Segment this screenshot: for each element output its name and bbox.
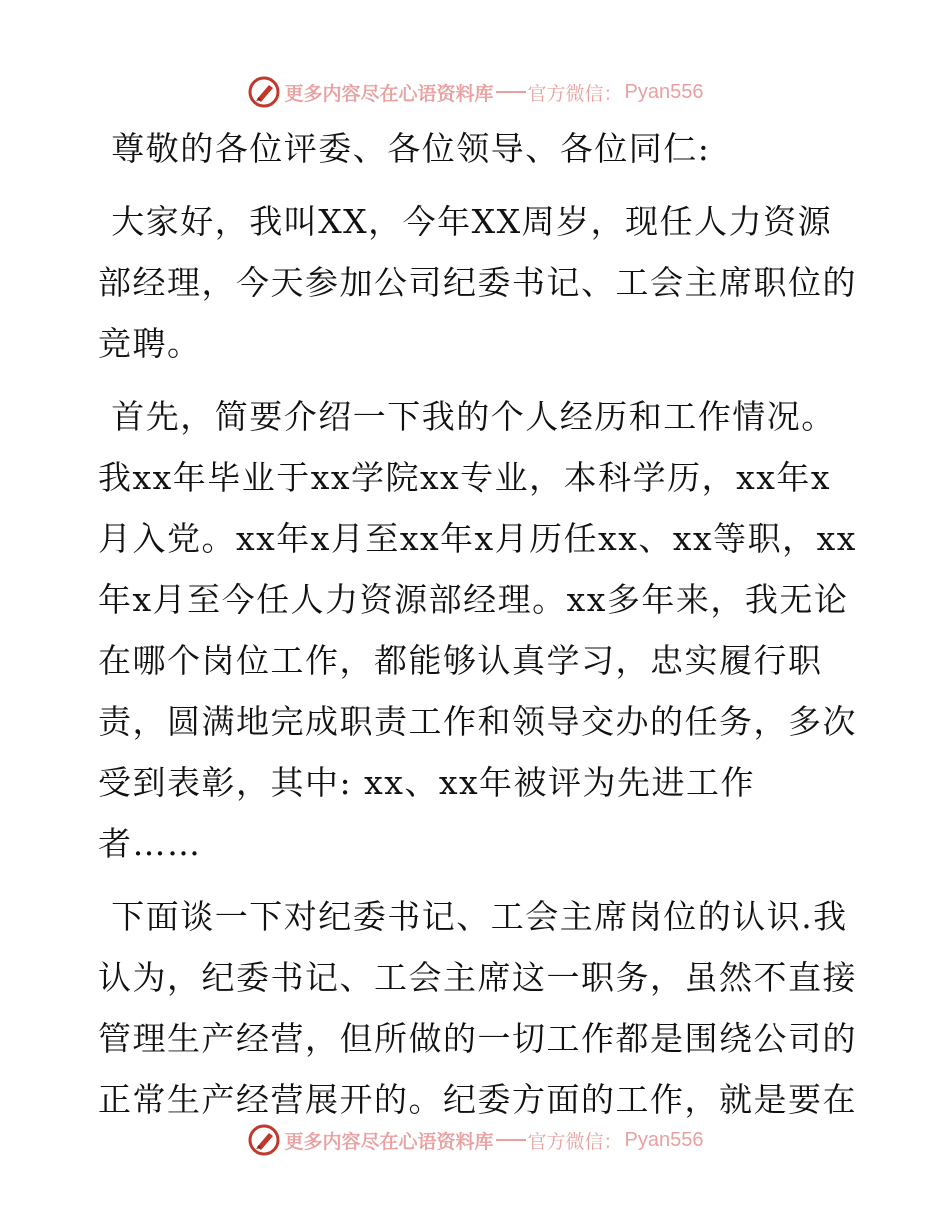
banner-wechat-id: Pyan556 <box>624 1128 704 1151</box>
banner-dash <box>496 91 526 93</box>
header-banner <box>0 72 950 112</box>
paragraph-intro: 大家好，我叫XX，今年XX周岁，现任人力资源部经理，今天参加公司纪委书记、工会主席职位的竞聘。 <box>98 202 857 363</box>
paragraph-understanding: 下面谈一下对纪委书记、工会主席岗位的认识.我认为，纪委书记、工会主席这一职务，虽然不直接管理生产经营，但所做的一切工作都是围绕公司的正常生产经营展开的。纪委方面的工作，就是要在 <box>98 897 857 1119</box>
banner-dash <box>496 1139 526 1141</box>
pen-logo-icon <box>247 75 281 109</box>
banner-wechat-label: 官方微信： <box>527 82 623 105</box>
pen-logo-icon <box>247 1123 281 1157</box>
banner-wechat-id: Pyan556 <box>624 80 704 103</box>
footer-banner <box>0 1120 950 1160</box>
document-body <box>98 118 858 1142</box>
banner-wechat-label: 官方微信： <box>527 1130 623 1153</box>
paragraph-salutation: 尊敬的各位评委、各位领导、各位同仁: <box>111 129 711 168</box>
banner-main-text: 更多内容尽在心语资料库 <box>284 1130 494 1153</box>
paragraph-experience: 首先，简要介绍一下我的个人经历和工作情况。我xx年毕业于xx学院xx专业，本科学历，xx年x月入党。xx年x月至xx年x月历任xx、xx等职，xx年x月至今任人力资源部经理。xx多年来，我无论在哪个岗位工作，都能够认真学习，忠实履行职责，圆满地完成职责工作和领导交办的任务，多次受到表彰，其中: xx、xx年被评为先进工作者…… <box>98 397 857 863</box>
banner-main-text: 更多内容尽在心语资料库 <box>284 82 494 105</box>
